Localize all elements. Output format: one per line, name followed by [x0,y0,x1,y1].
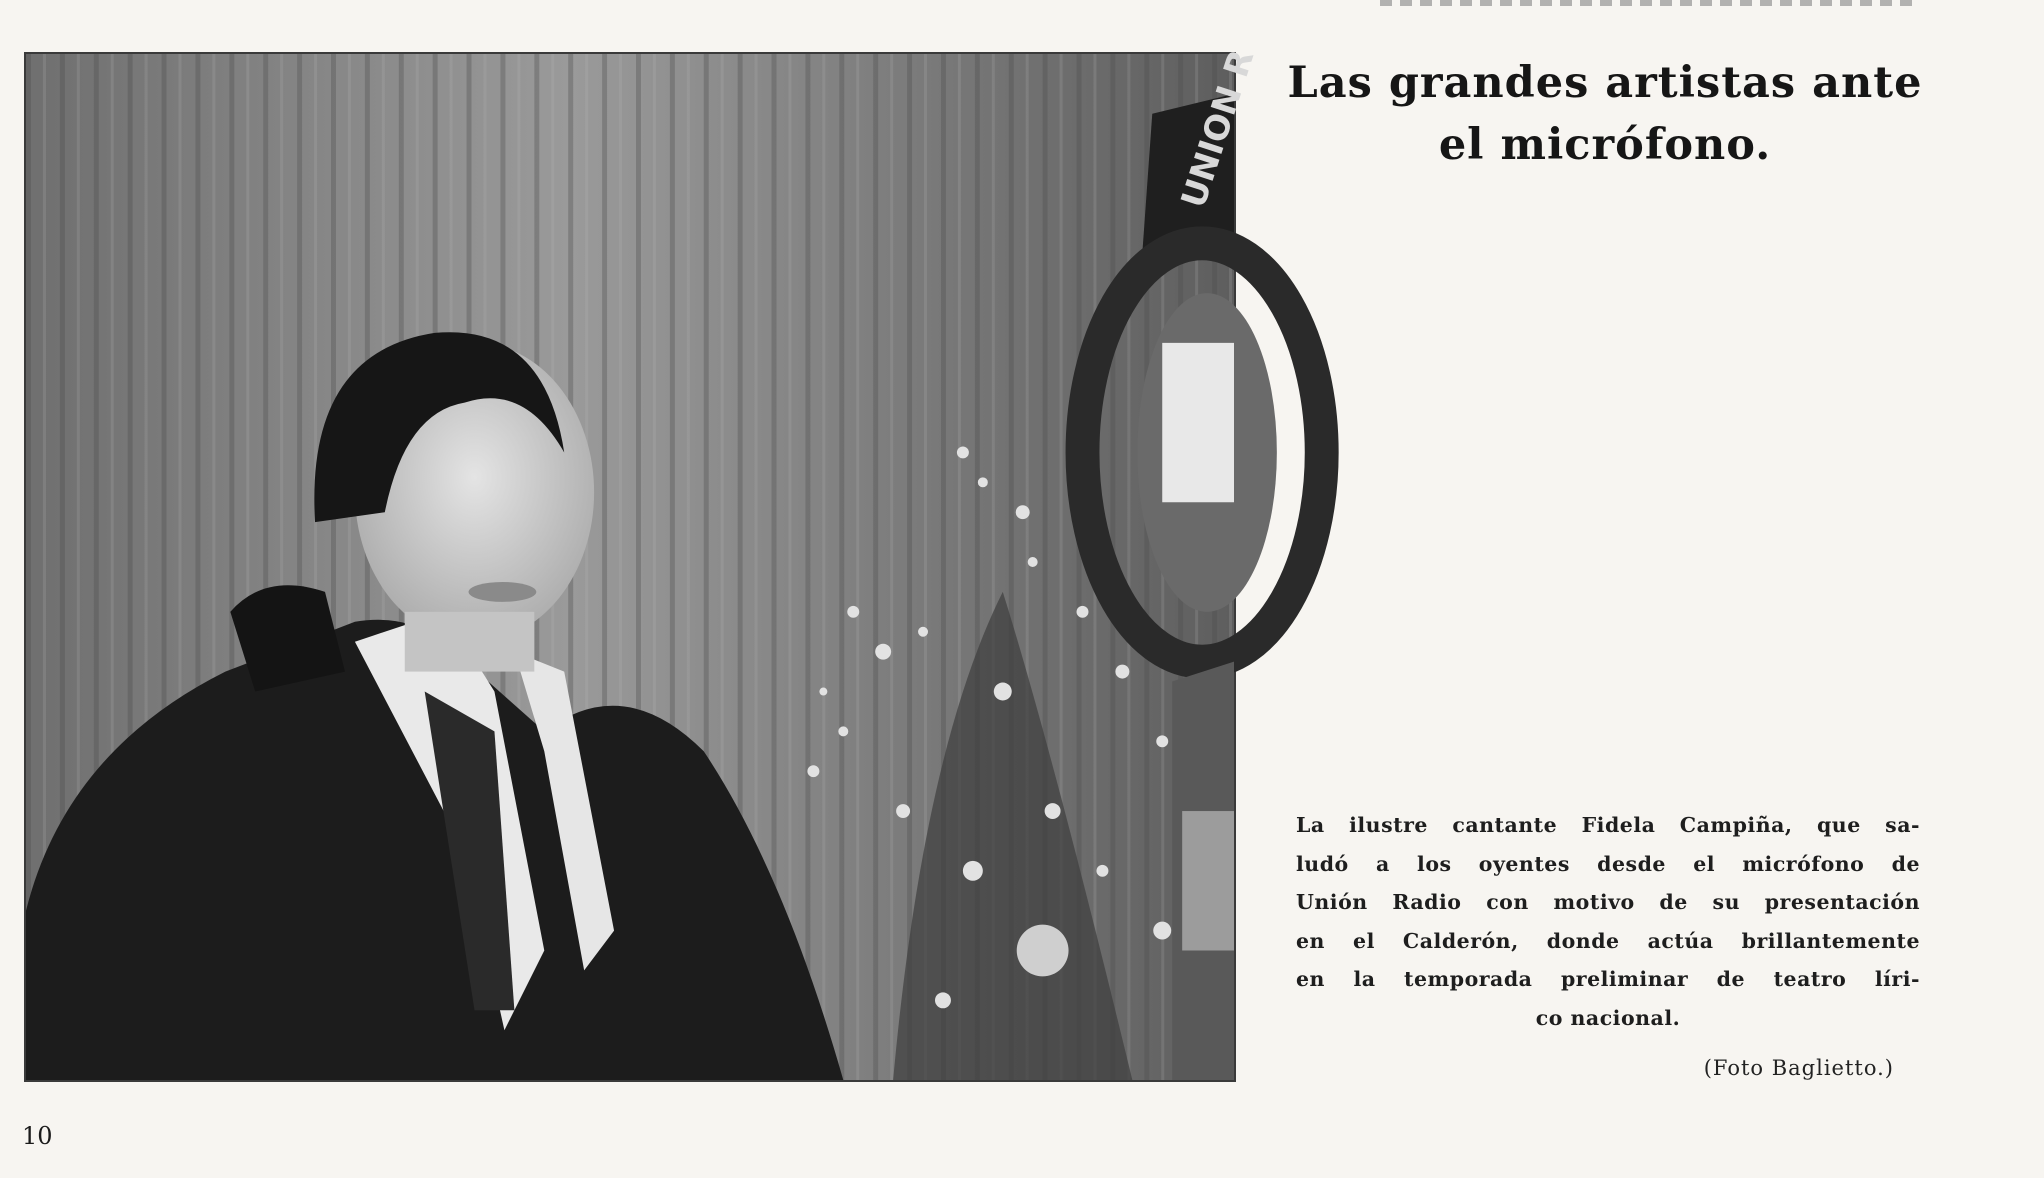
headline-line-2: el micrófono. [1438,120,1772,170]
photo-caption [1296,806,1920,1037]
portrait-photo [24,44,1262,1082]
page-number: 10 [22,1122,53,1150]
photo-illustration [26,44,1262,1080]
caption-line: Unión Radio con motivo de su presentación [1296,890,1920,914]
caption-line: La ilustre cantante Fidela Campiña, que sa- [1296,813,1920,837]
caption-line: co nacional. [1535,1005,1681,1030]
headline [1270,52,1940,176]
microphone-label: UNION R [1173,44,1262,213]
headline-line-1: Las grandes artistas ante [1287,58,1923,108]
caption-line: ludó a los oyentes desde el micrófono de [1296,851,1920,876]
caption-line: en la temporada preliminar de teatro líri- [1296,967,1920,991]
clipped-text-fragment [0,0,2044,12]
photo-credit: (Foto Baglietto.) [1703,1056,1894,1080]
caption-line: en el Calderón, donde actúa brillantemente [1296,928,1920,953]
